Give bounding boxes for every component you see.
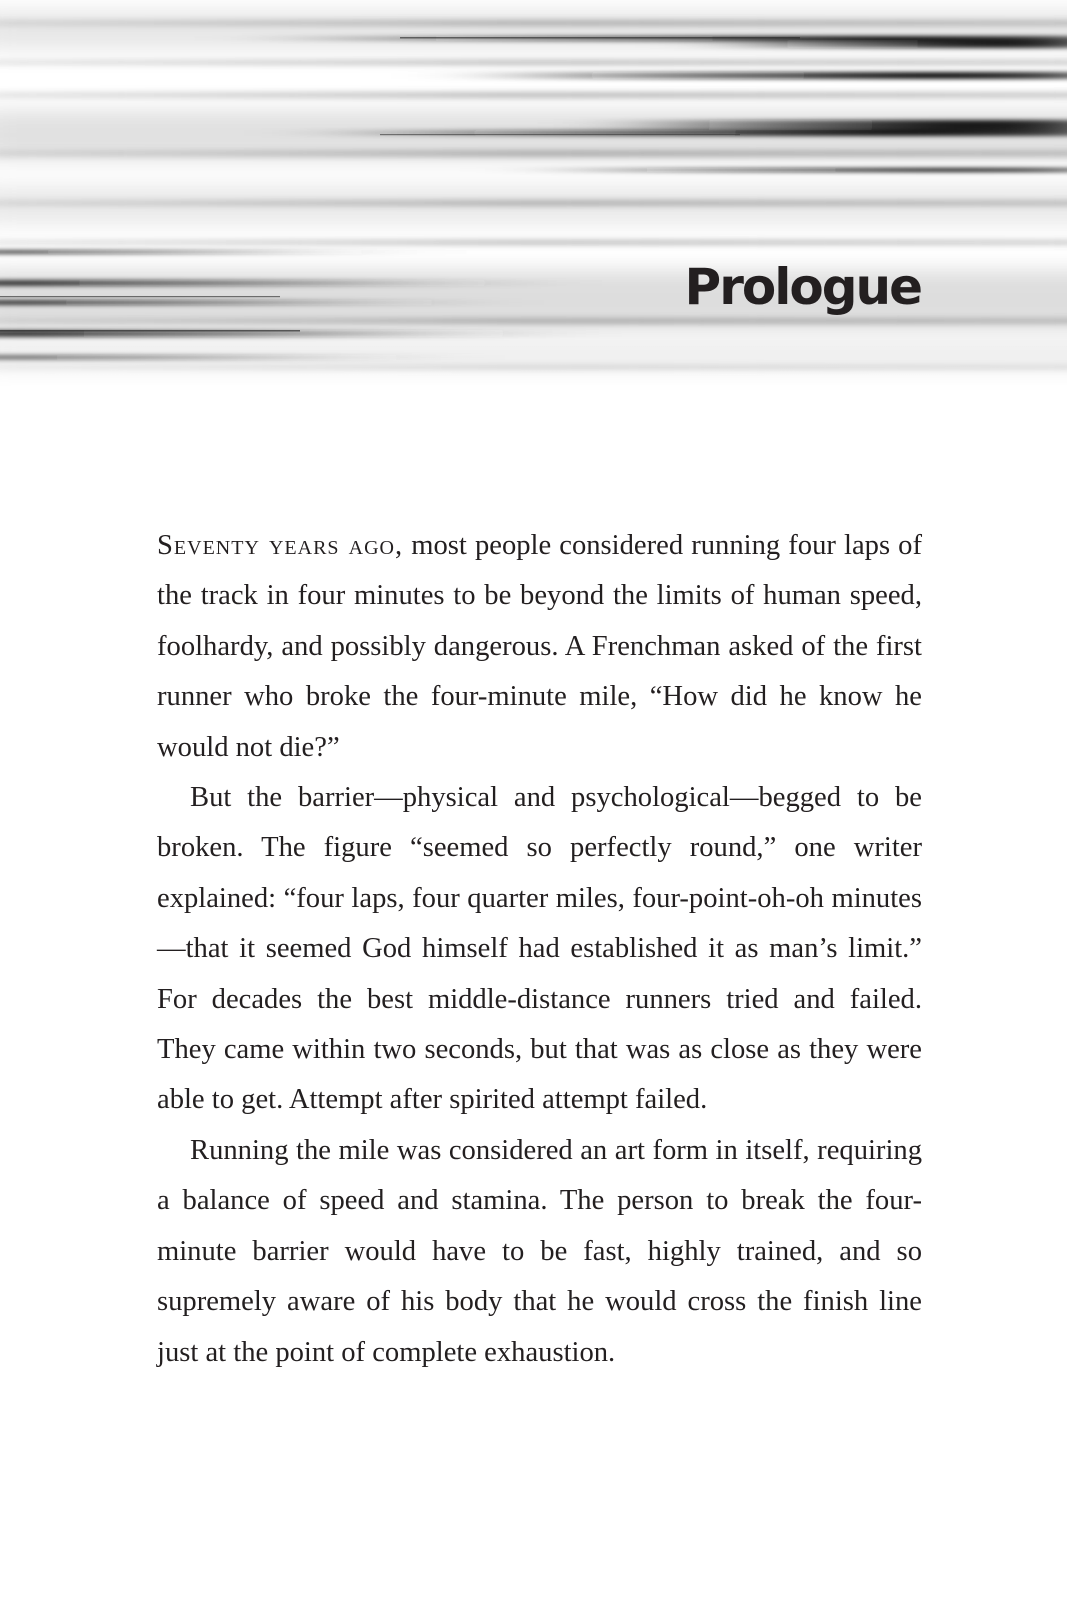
chapter-title: Prologue: [684, 258, 921, 316]
speed-lines-graphic: [0, 0, 1067, 400]
paragraph-3: Running the mile was considered an art form in itself, requiring a balance of speed and stamina. The person to break the four-minute barrier would have to be fast, highly trained, and so supremely aware of his body that he would cross the finish line just at the point of complete exhaustion.: [157, 1134, 922, 1368]
paragraph-1: [157, 521, 922, 773]
lead-in-smallcaps: Seventy years ago,: [157, 530, 404, 561]
motion-blur-header-image: [0, 0, 1067, 400]
paragraph-2: But the barrier—physical and psychological—begged to be broken. The figure “seemed so perfectly round,” one writer explained: “four laps, four quarter miles, four-point-oh-oh minutes—that it seemed God himself had established it as man’s limit.” For decades the best middle-distance runners tried and failed. They came within two seconds, but that was as close as they were able to get. Attempt after spirited attempt failed.: [157, 782, 922, 1116]
body-text: [157, 521, 922, 1378]
paragraph-1-text: most people considered running four laps of the track in four minutes to be beyond the limits of human speed, foolhardy, and possibly dangerous. A Frenchman asked of the first runner who broke the four-minute mile, “How did he know he would not die?”: [157, 530, 922, 763]
